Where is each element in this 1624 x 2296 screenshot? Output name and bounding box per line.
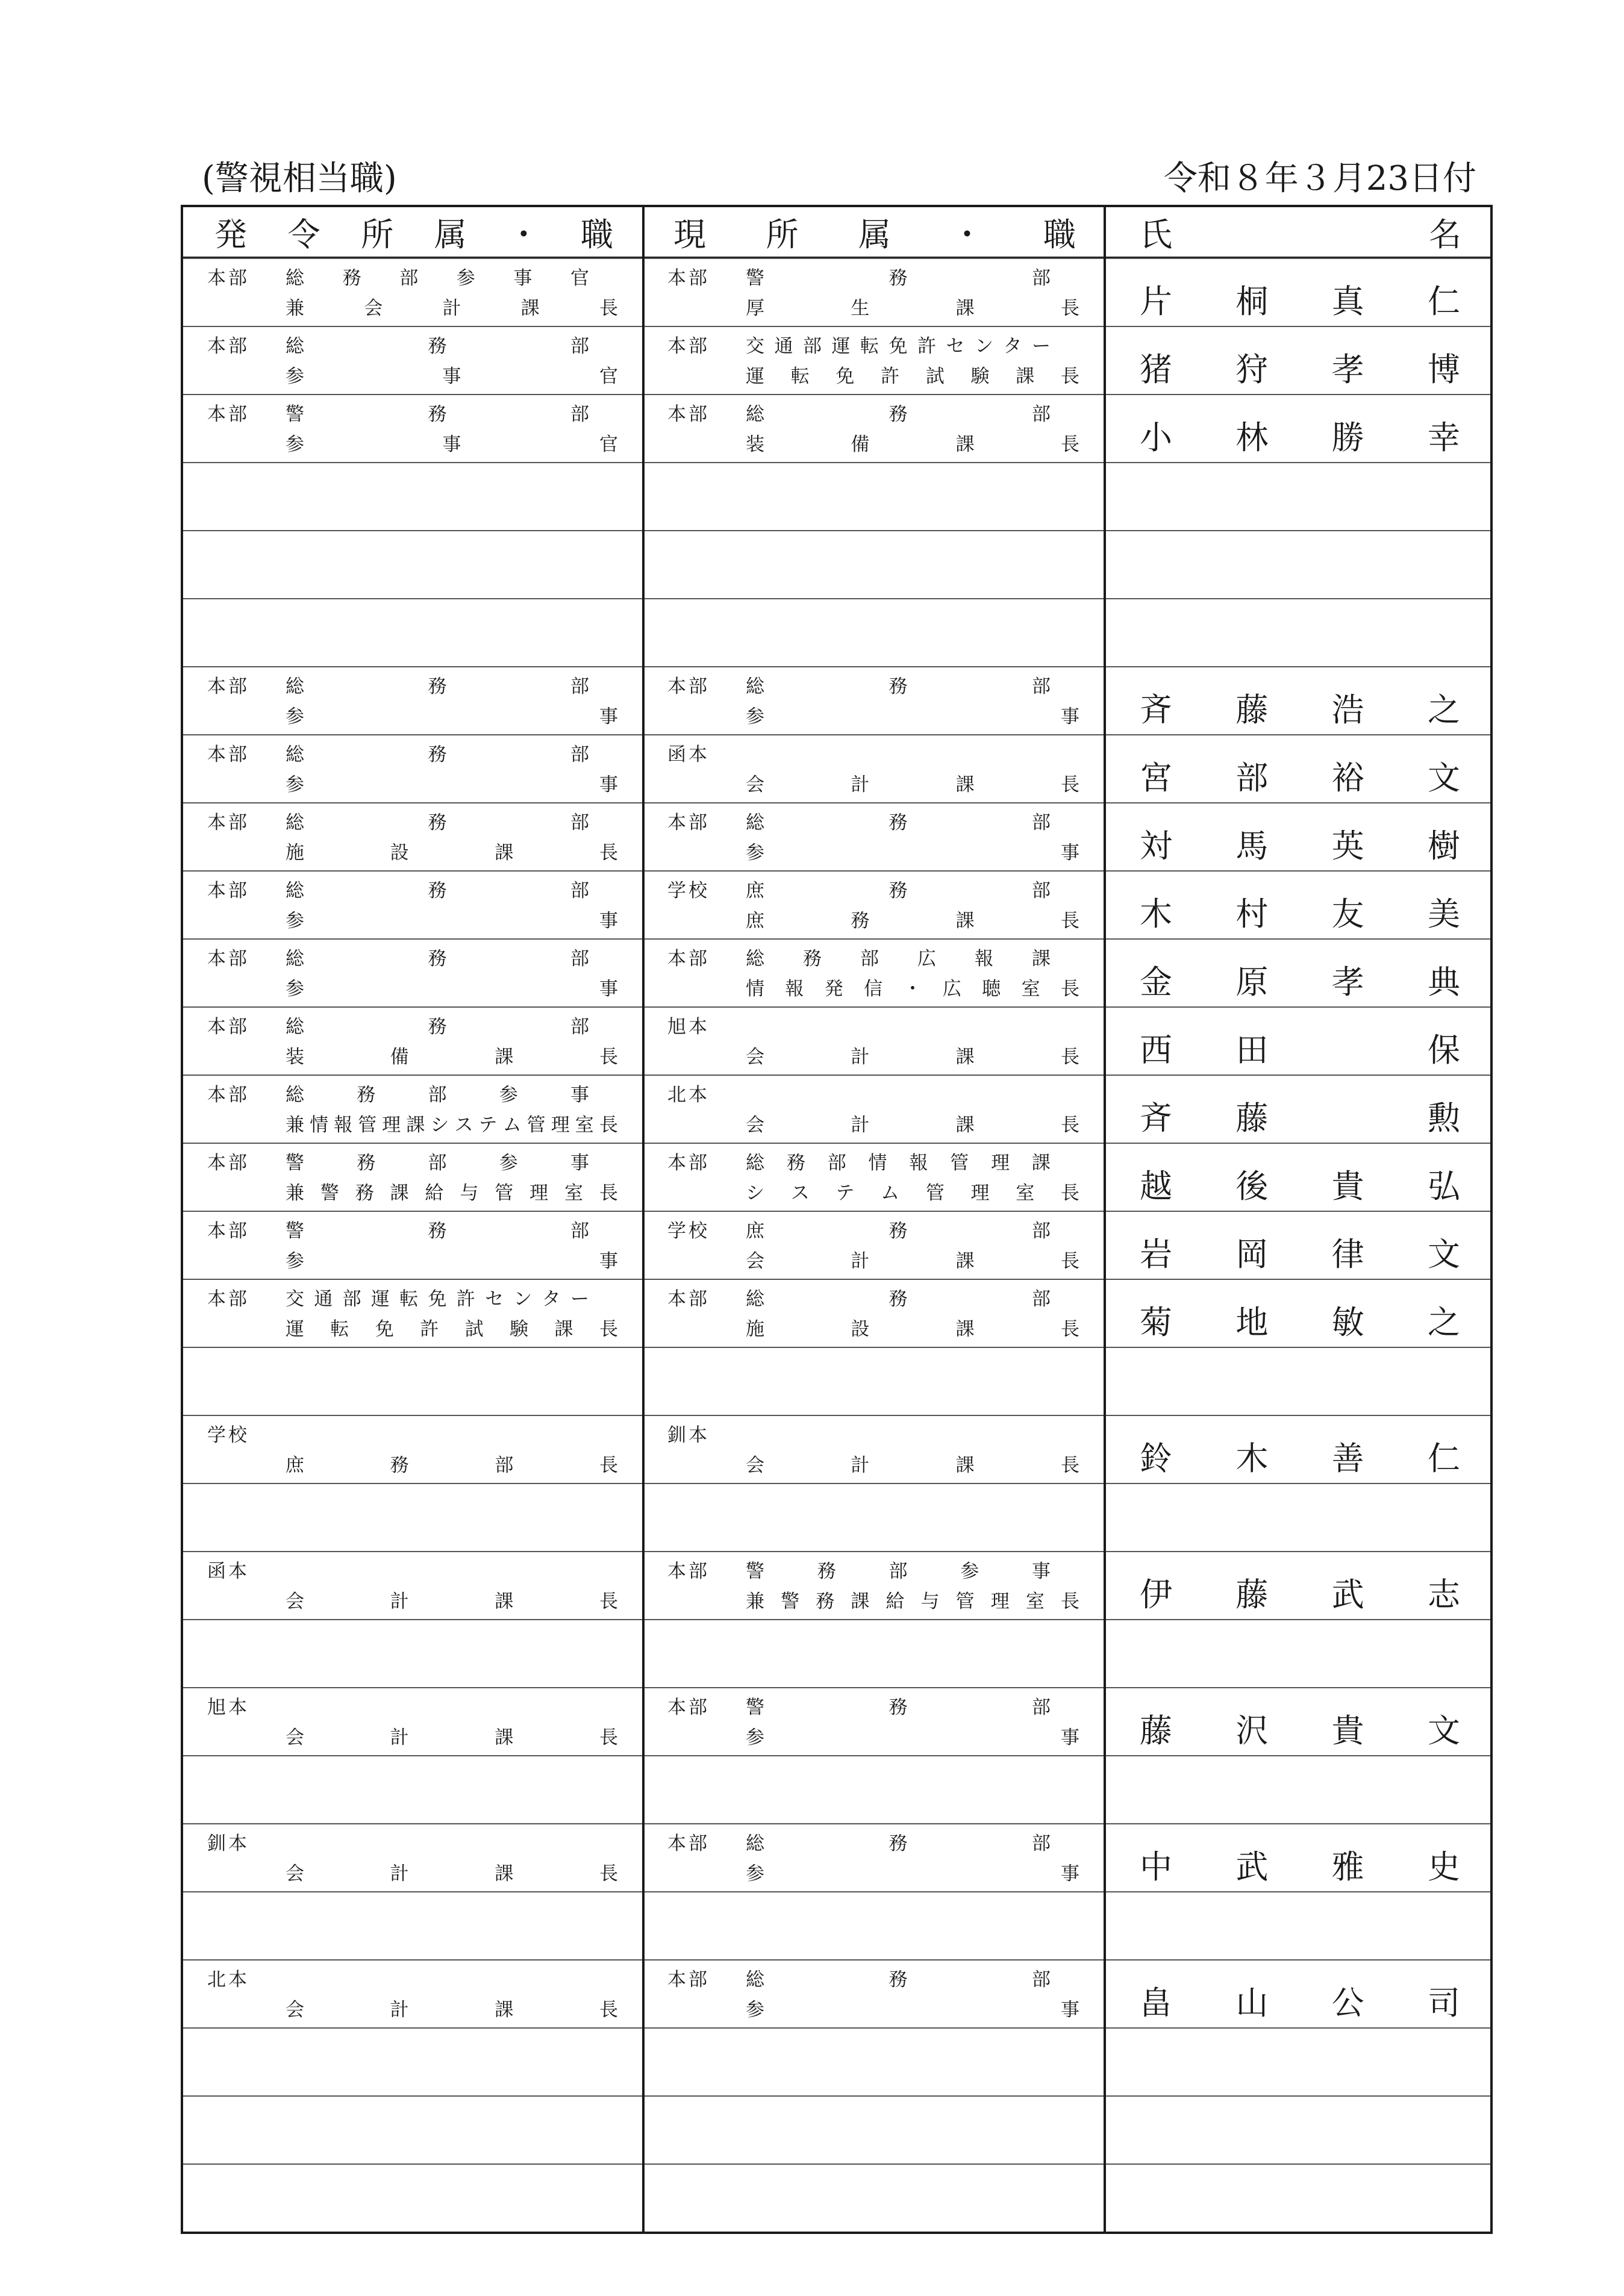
table-row bbox=[183, 1551, 1490, 1619]
issued-position: 参 事 bbox=[286, 706, 618, 728]
table-row bbox=[183, 258, 1490, 326]
issued-post-cell bbox=[183, 2029, 643, 2095]
current-post-cell bbox=[643, 1008, 1105, 1075]
issued-office: 本部 bbox=[207, 1016, 249, 1038]
current-line1 bbox=[667, 1083, 1051, 1107]
issued-position: 参 事 官 bbox=[286, 366, 618, 387]
issued-line1 bbox=[207, 1015, 589, 1039]
current-office: 本部 bbox=[667, 812, 710, 834]
issued-office: 本部 bbox=[207, 948, 249, 970]
person-name: 鈴 木 善 仁 bbox=[1140, 1440, 1460, 1477]
issued-department: 総 務 部 bbox=[286, 948, 589, 970]
table-row bbox=[183, 1279, 1490, 1347]
current-office: 学校 bbox=[667, 880, 710, 902]
header-issued-label: 発 令 所 属 ・ 職 bbox=[214, 215, 613, 254]
name-cell bbox=[1105, 259, 1490, 326]
issued-post-cell bbox=[183, 1416, 643, 1483]
issued-position: 参 事 官 bbox=[286, 434, 618, 455]
current-position: 施 設 課 長 bbox=[746, 1318, 1079, 1340]
table-row bbox=[183, 1075, 1490, 1143]
current-line1 bbox=[667, 334, 1051, 358]
person-name: 西 田 保 bbox=[1140, 1031, 1460, 1069]
issued-position: 会 計 課 長 bbox=[286, 1863, 618, 1885]
issued-position: 兼 警 務 課 給 与 管 理 室 長 bbox=[286, 1182, 618, 1204]
name-cell bbox=[1105, 735, 1490, 802]
person-name: 岩 岡 律 文 bbox=[1140, 1235, 1460, 1273]
table-row bbox=[183, 394, 1490, 462]
issued-department: 警 務 部 bbox=[286, 1220, 589, 1242]
issued-post-cell bbox=[183, 1212, 643, 1279]
current-line1 bbox=[667, 947, 1051, 971]
issued-post-cell bbox=[183, 1756, 643, 1823]
issued-position: 参 事 bbox=[286, 774, 618, 796]
current-post-cell bbox=[643, 463, 1105, 530]
issued-line1 bbox=[207, 675, 589, 699]
issued-post-cell bbox=[183, 1076, 643, 1143]
current-post-cell bbox=[643, 1212, 1105, 1279]
name-cell bbox=[1105, 872, 1490, 938]
name-cell bbox=[1105, 531, 1490, 598]
name-cell bbox=[1105, 1076, 1490, 1143]
issued-post-cell bbox=[183, 1348, 643, 1415]
table-row bbox=[183, 1211, 1490, 1279]
current-line1 bbox=[667, 811, 1051, 835]
issued-office: 函本 bbox=[207, 1561, 249, 1582]
issued-post-cell bbox=[183, 259, 643, 326]
current-department: 総 務 部 bbox=[746, 1969, 1051, 1991]
issued-office: 学校 bbox=[207, 1424, 249, 1446]
table-header-row bbox=[183, 207, 1490, 258]
issued-office: 本部 bbox=[207, 880, 249, 902]
table-row bbox=[183, 666, 1490, 734]
current-position: 情 報 発 信 ・ 広 聴 室 長 bbox=[746, 978, 1079, 1000]
current-position: 会 計 課 長 bbox=[746, 1046, 1079, 1068]
issued-line1 bbox=[207, 811, 589, 835]
issue-date: 令和８年３月23日付 bbox=[1163, 159, 1476, 198]
issued-position: 参 事 bbox=[286, 910, 618, 932]
issued-line1 bbox=[207, 1968, 589, 1992]
issued-line1 bbox=[207, 402, 589, 426]
current-line1 bbox=[667, 1287, 1051, 1311]
current-line1 bbox=[667, 1015, 1051, 1039]
issued-post-cell bbox=[183, 2097, 643, 2163]
current-post-cell bbox=[643, 1961, 1105, 2027]
issued-post-cell bbox=[183, 1008, 643, 1075]
table-row bbox=[183, 1347, 1490, 1415]
issued-post-cell bbox=[183, 1552, 643, 1619]
current-department: 総 務 部 情 報 管 理 課 bbox=[746, 1152, 1051, 1174]
current-post-cell bbox=[643, 327, 1105, 394]
current-office: 本部 bbox=[667, 267, 710, 289]
person-name: 畠 山 公 司 bbox=[1140, 1984, 1460, 2022]
person-name: 中 武 雅 史 bbox=[1140, 1848, 1460, 1886]
issued-office: 本部 bbox=[207, 812, 249, 834]
issued-post-cell bbox=[183, 1961, 643, 2027]
person-name: 斉 藤 浩 之 bbox=[1140, 691, 1460, 729]
current-line1 bbox=[667, 1559, 1051, 1583]
issued-line1 bbox=[207, 1151, 589, 1175]
table-row bbox=[183, 2095, 1490, 2163]
current-department: 総 務 部 bbox=[746, 1833, 1051, 1855]
table-row bbox=[183, 1619, 1490, 1687]
issued-line1 bbox=[207, 266, 589, 290]
name-cell bbox=[1105, 327, 1490, 394]
current-department: 総 務 部 bbox=[746, 812, 1051, 834]
issued-position: 参 事 bbox=[286, 978, 618, 1000]
issued-line1 bbox=[207, 1832, 589, 1856]
table-row bbox=[183, 1891, 1490, 1959]
current-office: 釧本 bbox=[667, 1424, 710, 1446]
issued-post-cell bbox=[183, 803, 643, 870]
issued-department: 警 務 部 参 事 bbox=[286, 1152, 589, 1174]
issued-line1 bbox=[207, 1083, 589, 1107]
issued-office: 本部 bbox=[207, 1152, 249, 1174]
person-name: 伊 藤 武 志 bbox=[1140, 1576, 1460, 1614]
issued-office: 釧本 bbox=[207, 1833, 249, 1855]
issued-office: 本部 bbox=[207, 1288, 249, 1310]
current-department: 総 務 部 bbox=[746, 1288, 1051, 1310]
person-name: 斉 藤 勲 bbox=[1140, 1099, 1460, 1137]
person-name: 片 桐 真 仁 bbox=[1140, 282, 1460, 320]
person-name: 越 後 貴 弘 bbox=[1140, 1167, 1460, 1205]
issued-line1 bbox=[207, 947, 589, 971]
issued-line1 bbox=[207, 743, 589, 767]
current-post-cell bbox=[643, 1280, 1105, 1347]
issued-position: 会 計 課 長 bbox=[286, 1727, 618, 1749]
issued-department bbox=[286, 1559, 589, 1583]
current-post-cell bbox=[643, 1144, 1105, 1211]
current-line1 bbox=[667, 1832, 1051, 1856]
issued-office: 本部 bbox=[207, 1084, 249, 1106]
current-department: 庶 務 部 bbox=[746, 880, 1051, 902]
issued-line1 bbox=[207, 879, 589, 903]
current-position: 装 備 課 長 bbox=[746, 434, 1079, 455]
current-position: 会 計 課 長 bbox=[746, 774, 1079, 796]
name-cell bbox=[1105, 1008, 1490, 1075]
current-post-cell bbox=[643, 531, 1105, 598]
current-office: 本部 bbox=[667, 1969, 710, 1991]
current-office: 北本 bbox=[667, 1084, 710, 1106]
issued-post-cell bbox=[183, 940, 643, 1006]
current-post-cell bbox=[643, 1416, 1105, 1483]
table-row bbox=[183, 598, 1490, 666]
name-cell bbox=[1105, 667, 1490, 734]
current-position: 厚 生 課 長 bbox=[746, 298, 1079, 319]
issued-position: 庶 務 部 長 bbox=[286, 1455, 618, 1476]
table-row bbox=[183, 1959, 1490, 2027]
header-name bbox=[1105, 207, 1490, 257]
name-cell bbox=[1105, 1961, 1490, 2027]
current-line1 bbox=[667, 1695, 1051, 1720]
table-row bbox=[183, 802, 1490, 870]
name-cell bbox=[1105, 1280, 1490, 1347]
current-office: 本部 bbox=[667, 1288, 710, 1310]
name-cell bbox=[1105, 1212, 1490, 1279]
issued-position: 施 設 課 長 bbox=[286, 842, 618, 864]
table-row bbox=[183, 1415, 1490, 1483]
current-position: 参 事 bbox=[746, 706, 1079, 728]
issued-post-cell bbox=[183, 531, 643, 598]
name-cell bbox=[1105, 1892, 1490, 1959]
issued-office: 本部 bbox=[207, 744, 249, 766]
issued-position: 会 計 課 長 bbox=[286, 1999, 618, 2021]
table-row bbox=[183, 1823, 1490, 1891]
current-office: 本部 bbox=[667, 676, 710, 697]
current-line1 bbox=[667, 266, 1051, 290]
issued-line1 bbox=[207, 1423, 589, 1447]
current-department: 警 務 部 参 事 bbox=[746, 1561, 1051, 1582]
person-name: 宮 部 裕 文 bbox=[1140, 759, 1460, 797]
current-office: 本部 bbox=[667, 1833, 710, 1855]
person-name: 木 村 友 美 bbox=[1140, 895, 1460, 933]
current-post-cell bbox=[643, 2165, 1105, 2232]
table-row bbox=[183, 2163, 1490, 2232]
issued-department: 警 務 部 bbox=[286, 404, 589, 425]
current-position: 庶 務 課 長 bbox=[746, 910, 1079, 932]
name-cell bbox=[1105, 940, 1490, 1006]
issued-post-cell bbox=[183, 1892, 643, 1959]
issued-position: 装 備 課 長 bbox=[286, 1046, 618, 1068]
person-name: 菊 地 敏 之 bbox=[1140, 1303, 1460, 1341]
name-cell bbox=[1105, 1824, 1490, 1891]
name-cell bbox=[1105, 395, 1490, 462]
issued-department: 交 通 部 運 転 免 許 セ ン タ ー bbox=[286, 1288, 589, 1310]
issued-post-cell bbox=[183, 599, 643, 666]
issued-department bbox=[286, 1695, 589, 1720]
current-post-cell bbox=[643, 667, 1105, 734]
issued-department: 総 務 部 参 事 bbox=[286, 1084, 589, 1106]
issued-post-cell bbox=[183, 327, 643, 394]
current-post-cell bbox=[643, 940, 1105, 1006]
current-line1 bbox=[667, 1219, 1051, 1243]
current-post-cell bbox=[643, 1620, 1105, 1687]
current-post-cell bbox=[643, 1552, 1105, 1619]
current-department: 警 務 部 bbox=[746, 1697, 1051, 1718]
name-cell bbox=[1105, 2029, 1490, 2095]
current-office: 本部 bbox=[667, 1697, 710, 1718]
current-position: 参 事 bbox=[746, 1727, 1079, 1749]
table-row bbox=[183, 734, 1490, 802]
table-row bbox=[183, 462, 1490, 530]
issued-post-cell bbox=[183, 1484, 643, 1551]
current-department bbox=[746, 743, 1051, 767]
header-name-label: 氏 名 bbox=[1140, 215, 1461, 254]
current-post-cell bbox=[643, 1348, 1105, 1415]
current-position: 会 計 課 長 bbox=[746, 1114, 1079, 1136]
header-current-label: 現 所 属 ・ 職 bbox=[673, 215, 1076, 254]
issued-line1 bbox=[207, 1695, 589, 1720]
table-row bbox=[183, 1483, 1490, 1551]
current-office: 本部 bbox=[667, 948, 710, 970]
table-row bbox=[183, 1755, 1490, 1823]
issued-post-cell bbox=[183, 1144, 643, 1211]
table-row bbox=[183, 1143, 1490, 1211]
issued-line1 bbox=[207, 334, 589, 358]
issued-position: 参 事 bbox=[286, 1250, 618, 1272]
current-department: 総 務 部 bbox=[746, 404, 1051, 425]
issued-post-cell bbox=[183, 463, 643, 530]
current-post-cell bbox=[643, 395, 1105, 462]
current-department bbox=[746, 1083, 1051, 1107]
current-post-cell bbox=[643, 2029, 1105, 2095]
current-position: 会 計 課 長 bbox=[746, 1250, 1079, 1272]
current-post-cell bbox=[643, 735, 1105, 802]
table-row bbox=[183, 1006, 1490, 1075]
name-cell bbox=[1105, 1484, 1490, 1551]
issued-post-cell bbox=[183, 872, 643, 938]
issued-office: 本部 bbox=[207, 335, 249, 357]
current-line1 bbox=[667, 1423, 1051, 1447]
table-row bbox=[183, 2027, 1490, 2095]
issued-office: 本部 bbox=[207, 1220, 249, 1242]
current-post-cell bbox=[643, 1484, 1105, 1551]
current-department bbox=[746, 1015, 1051, 1039]
current-position: 参 事 bbox=[746, 1863, 1079, 1885]
person-name: 小 林 勝 幸 bbox=[1140, 419, 1460, 457]
current-position: 参 事 bbox=[746, 1999, 1079, 2021]
issued-department: 総 務 部 bbox=[286, 1016, 589, 1038]
current-department: 交 通 部 運 転 免 許 セ ン タ ー bbox=[746, 335, 1051, 357]
table-row bbox=[183, 530, 1490, 598]
current-post-cell bbox=[643, 1892, 1105, 1959]
issued-department: 総 務 部 bbox=[286, 812, 589, 834]
current-post-cell bbox=[643, 803, 1105, 870]
issued-line1 bbox=[207, 1287, 589, 1311]
issued-post-cell bbox=[183, 395, 643, 462]
current-line1 bbox=[667, 1151, 1051, 1175]
issued-position: 兼 情 報 管 理 課 シ ス テ ム 管 理 室 長 bbox=[286, 1114, 618, 1136]
issued-department: 総 務 部 参 事 官 bbox=[286, 267, 589, 289]
table-row bbox=[183, 938, 1490, 1006]
issued-department: 総 務 部 bbox=[286, 744, 589, 766]
current-position: 参 事 bbox=[746, 842, 1079, 864]
issued-position: 兼 会 計 課 長 bbox=[286, 298, 618, 319]
current-line1 bbox=[667, 402, 1051, 426]
name-cell bbox=[1105, 1348, 1490, 1415]
issued-department: 総 務 部 bbox=[286, 335, 589, 357]
current-post-cell bbox=[643, 1688, 1105, 1755]
person-name: 対 馬 英 樹 bbox=[1140, 827, 1460, 865]
header-issued bbox=[183, 207, 643, 257]
issued-office: 北本 bbox=[207, 1969, 249, 1991]
issued-department: 総 務 部 bbox=[286, 676, 589, 697]
issued-position: 会 計 課 長 bbox=[286, 1591, 618, 1612]
current-department: 総 務 部 bbox=[746, 676, 1051, 697]
name-cell bbox=[1105, 1620, 1490, 1687]
current-office: 本部 bbox=[667, 1561, 710, 1582]
name-cell bbox=[1105, 1552, 1490, 1619]
issued-post-cell bbox=[183, 1688, 643, 1755]
name-cell bbox=[1105, 2097, 1490, 2163]
table-row bbox=[183, 326, 1490, 394]
current-post-cell bbox=[643, 872, 1105, 938]
current-line1 bbox=[667, 879, 1051, 903]
issued-office: 本部 bbox=[207, 267, 249, 289]
person-name: 猪 狩 孝 博 bbox=[1140, 351, 1460, 388]
current-department: 庶 務 部 bbox=[746, 1220, 1051, 1242]
table-row bbox=[183, 1687, 1490, 1755]
header-current bbox=[643, 207, 1105, 257]
current-office: 本部 bbox=[667, 335, 710, 357]
issued-office: 本部 bbox=[207, 676, 249, 697]
issued-post-cell bbox=[183, 2165, 643, 2232]
issued-line1 bbox=[207, 1559, 589, 1583]
current-post-cell bbox=[643, 1824, 1105, 1891]
current-position: 兼 警 務 課 給 与 管 理 室 長 bbox=[746, 1591, 1079, 1612]
issued-post-cell bbox=[183, 667, 643, 734]
current-line1 bbox=[667, 675, 1051, 699]
current-post-cell bbox=[643, 2097, 1105, 2163]
current-position: 会 計 課 長 bbox=[746, 1455, 1079, 1476]
issued-department bbox=[286, 1832, 589, 1856]
current-department: 総 務 部 広 報 課 bbox=[746, 948, 1051, 970]
current-department bbox=[746, 1423, 1051, 1447]
current-line1 bbox=[667, 1968, 1051, 1992]
current-office: 函本 bbox=[667, 744, 710, 766]
issued-department: 総 務 部 bbox=[286, 880, 589, 902]
issued-post-cell bbox=[183, 1280, 643, 1347]
current-office: 学校 bbox=[667, 1220, 710, 1242]
current-office: 旭本 bbox=[667, 1016, 710, 1038]
issued-line1 bbox=[207, 1219, 589, 1243]
current-post-cell bbox=[643, 259, 1105, 326]
current-office: 本部 bbox=[667, 404, 710, 425]
name-cell bbox=[1105, 599, 1490, 666]
issued-post-cell bbox=[183, 735, 643, 802]
name-cell bbox=[1105, 1756, 1490, 1823]
name-cell bbox=[1105, 803, 1490, 870]
table-body bbox=[183, 258, 1490, 2232]
current-line1 bbox=[667, 743, 1051, 767]
current-post-cell bbox=[643, 1756, 1105, 1823]
issued-office: 旭本 bbox=[207, 1697, 249, 1718]
current-office: 本部 bbox=[667, 1152, 710, 1174]
category-label: (警視相当職) bbox=[202, 159, 397, 198]
issued-department bbox=[286, 1423, 589, 1447]
issued-department bbox=[286, 1968, 589, 1992]
name-cell bbox=[1105, 2165, 1490, 2232]
current-position: シ ス テ ム 管 理 室 長 bbox=[746, 1182, 1079, 1204]
name-cell bbox=[1105, 1144, 1490, 1211]
issued-post-cell bbox=[183, 1620, 643, 1687]
issued-post-cell bbox=[183, 1824, 643, 1891]
person-name: 金 原 孝 典 bbox=[1140, 963, 1460, 1001]
name-cell bbox=[1105, 463, 1490, 530]
current-post-cell bbox=[643, 1076, 1105, 1143]
issued-office: 本部 bbox=[207, 404, 249, 425]
issued-position: 運 転 免 許 試 験 課 長 bbox=[286, 1318, 618, 1340]
person-name: 藤 沢 貴 文 bbox=[1140, 1712, 1460, 1750]
current-post-cell bbox=[643, 599, 1105, 666]
name-cell bbox=[1105, 1416, 1490, 1483]
current-position: 運 転 免 許 試 験 課 長 bbox=[746, 366, 1079, 387]
personnel-table bbox=[181, 205, 1493, 2234]
name-cell bbox=[1105, 1688, 1490, 1755]
current-department: 警 務 部 bbox=[746, 267, 1051, 289]
table-row bbox=[183, 870, 1490, 938]
